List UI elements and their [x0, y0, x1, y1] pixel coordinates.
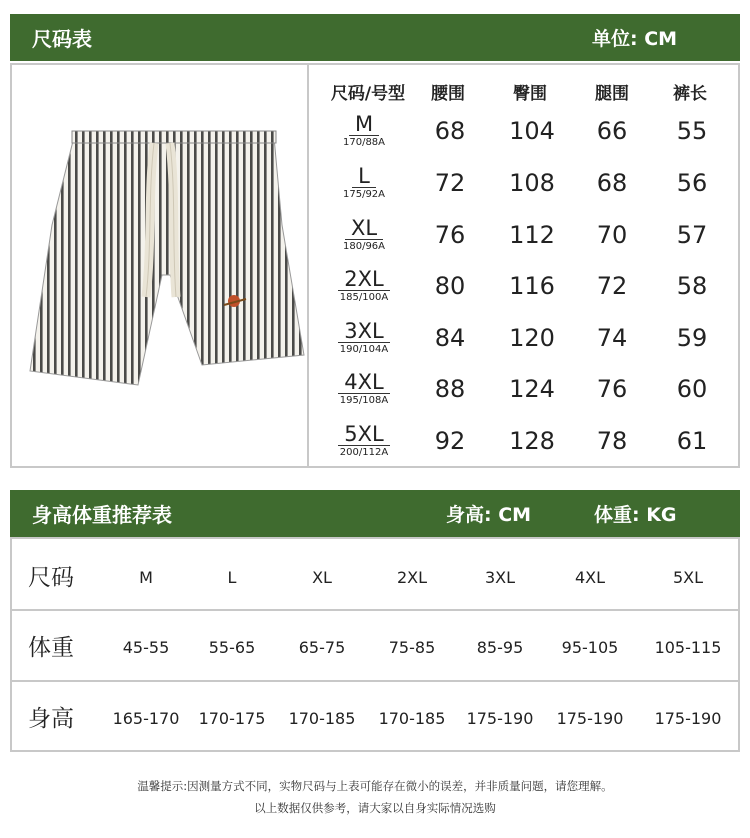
waist-value: 68 — [434, 117, 466, 145]
size-row — [12, 371, 738, 421]
leg-value: 72 — [596, 272, 628, 300]
header-leg: 腿围 — [595, 84, 629, 104]
size-code: 195/108A — [339, 395, 389, 406]
recommendation-cell: 3XL — [484, 568, 516, 587]
waist-value: 80 — [434, 272, 466, 300]
size-chart-table — [10, 63, 740, 468]
recommendation-cell: 175-190 — [466, 709, 534, 728]
size-row — [12, 165, 738, 215]
recommendation-cell: 5XL — [672, 568, 704, 587]
leg-value: 76 — [596, 375, 628, 403]
hip-value: 128 — [509, 427, 555, 455]
recommendation-cell: 170-185 — [378, 709, 446, 728]
waist-value: 76 — [434, 221, 466, 249]
recommendation-cell: 170-175 — [198, 709, 266, 728]
recommendation-title: 身高体重推荐表 — [32, 503, 172, 527]
size-label: M — [349, 113, 379, 136]
size-row — [12, 320, 738, 370]
length-value: 61 — [676, 427, 708, 455]
size-row — [12, 217, 738, 267]
hip-value: 112 — [509, 221, 555, 249]
recommendation-cell: 85-95 — [476, 638, 524, 657]
hip-value: 104 — [509, 117, 555, 145]
hip-value: 108 — [509, 169, 555, 197]
size-code: 190/104A — [339, 344, 389, 355]
header-hip: 臀围 — [513, 84, 547, 104]
notice-line-1: 温馨提示:因测量方式不同，实物尺码与上表可能存在微小的误差，并非质量问题，请您理解。 — [137, 779, 613, 793]
length-value: 58 — [676, 272, 708, 300]
size-chart-unit: 单位: CM — [592, 28, 678, 50]
size-label: 4XL — [338, 371, 389, 394]
length-value: 60 — [676, 375, 708, 403]
recommendation-cell: 95-105 — [561, 638, 619, 657]
size-label: 3XL — [338, 320, 389, 343]
recommendation-banner — [10, 490, 740, 537]
height-unit: 身高: CM — [446, 504, 532, 526]
size-cell — [328, 165, 400, 201]
recommendation-cell: L — [227, 568, 237, 587]
size-chart-banner — [10, 14, 740, 61]
waist-value: 92 — [434, 427, 466, 455]
recommendation-cell: 2XL — [396, 568, 428, 587]
size-row — [12, 423, 738, 473]
length-value: 56 — [676, 169, 708, 197]
leg-value: 70 — [596, 221, 628, 249]
recommendation-cell: 105-115 — [654, 638, 722, 657]
size-label: 2XL — [338, 268, 389, 291]
recommendation-cell: XL — [312, 568, 332, 587]
size-cell — [328, 217, 400, 253]
hip-value: 120 — [509, 324, 555, 352]
size-row — [12, 268, 738, 318]
size-label: XL — [345, 217, 383, 240]
leg-value: 74 — [596, 324, 628, 352]
size-cell — [328, 371, 400, 407]
hip-value: 116 — [509, 272, 555, 300]
header-waist: 腰围 — [431, 84, 465, 104]
header-length: 裤长 — [673, 84, 707, 104]
size-code: 180/96A — [342, 241, 386, 252]
recommendation-table — [10, 537, 740, 752]
size-cell — [328, 423, 400, 459]
size-label: 5XL — [338, 423, 389, 446]
waist-value: 88 — [434, 375, 466, 403]
size-code: 185/100A — [339, 292, 389, 303]
recommendation-cell: 165-170 — [112, 709, 180, 728]
length-value: 59 — [676, 324, 708, 352]
notice-line-2: 以上数据仅供参考，请大家以自身实际情况选购 — [254, 801, 496, 815]
recommendation-cell: 55-65 — [208, 638, 256, 657]
waist-value: 72 — [434, 169, 466, 197]
size-label: L — [352, 165, 376, 188]
recommendation-row-label: 尺码 — [28, 565, 74, 591]
leg-value: 66 — [596, 117, 628, 145]
size-cell — [328, 320, 400, 356]
hip-value: 124 — [509, 375, 555, 403]
row-divider — [12, 680, 738, 682]
size-chart-title: 尺码表 — [32, 27, 92, 51]
recommendation-cell: 170-185 — [288, 709, 356, 728]
recommendation-row-label: 体重 — [28, 635, 74, 661]
waist-value: 84 — [434, 324, 466, 352]
recommendation-row-label: 身高 — [28, 706, 74, 732]
weight-unit: 体重: KG — [594, 504, 677, 526]
recommendation-cell: 65-75 — [298, 638, 346, 657]
recommendation-cell: 4XL — [574, 568, 606, 587]
header-size: 尺码/号型 — [330, 84, 406, 104]
length-value: 55 — [676, 117, 708, 145]
recommendation-cell: 45-55 — [122, 638, 170, 657]
row-divider — [12, 609, 738, 611]
size-cell — [328, 268, 400, 304]
recommendation-cell: M — [139, 568, 153, 587]
recommendation-cell: 175-190 — [556, 709, 624, 728]
size-row — [12, 113, 738, 163]
length-value: 57 — [676, 221, 708, 249]
recommendation-cell: 175-190 — [654, 709, 722, 728]
leg-value: 68 — [596, 169, 628, 197]
recommendation-cell: 75-85 — [388, 638, 436, 657]
leg-value: 78 — [596, 427, 628, 455]
size-cell — [328, 113, 400, 149]
size-code: 200/112A — [339, 447, 389, 458]
size-code: 175/92A — [342, 189, 386, 200]
size-code: 170/88A — [342, 137, 386, 148]
